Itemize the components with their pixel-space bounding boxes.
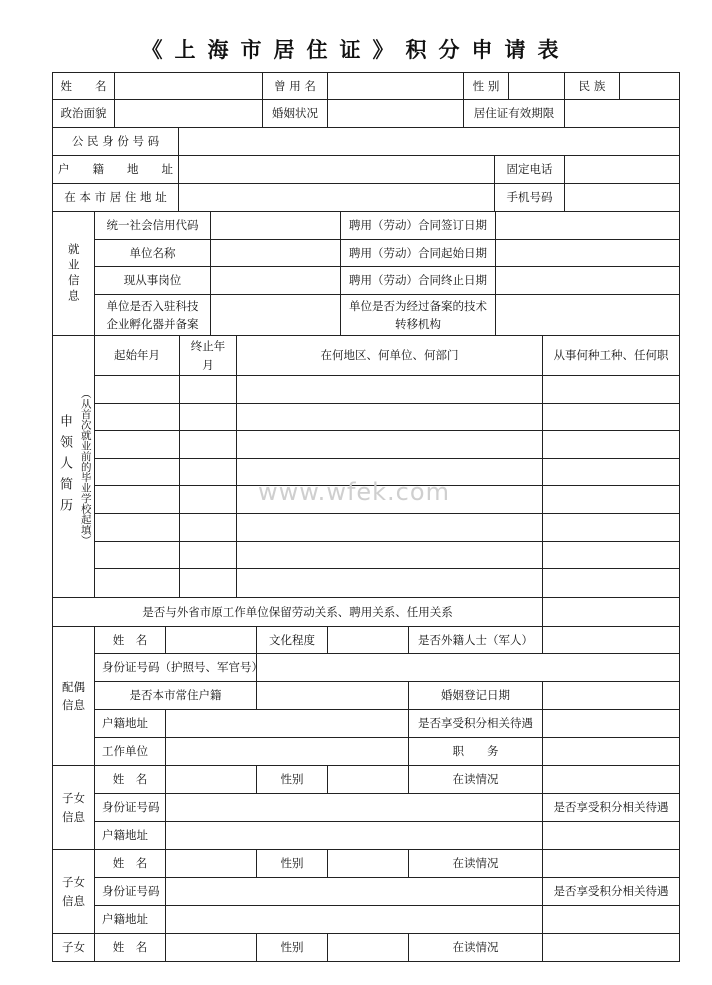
child-section-label: 子女 信息 — [52, 849, 95, 934]
spouse-education-field[interactable] — [327, 626, 409, 654]
mobile-field[interactable] — [564, 183, 680, 212]
citizen-id-label: 公 民 身 份 号 码 — [52, 127, 179, 156]
child-household-field[interactable] — [165, 821, 543, 850]
political-status-field[interactable] — [114, 99, 263, 128]
resume-end-header: 终止年 月 — [179, 335, 237, 376]
child-points-benefit-field[interactable] — [542, 821, 680, 850]
local-address-label: 在 本 市 居 住 地 址 — [52, 183, 179, 212]
resume-place-cell[interactable] — [236, 430, 543, 459]
spouse-name-field[interactable] — [165, 626, 257, 654]
resume-start-cell[interactable] — [94, 568, 180, 598]
spouse-local-hukou-label: 是否本市常住户籍 — [94, 681, 257, 710]
resume-end-cell[interactable] — [179, 541, 237, 569]
resume-end-cell[interactable] — [179, 403, 237, 431]
spouse-household-field[interactable] — [165, 709, 409, 738]
resume-job-cell[interactable] — [542, 375, 680, 404]
spouse-position-label: 职 务 — [408, 737, 543, 766]
resume-job-cell[interactable] — [542, 430, 680, 459]
retain-relation-question: 是否与外省市原工作单位保留劳动关系、聘用关系、任用关系 — [52, 597, 543, 627]
current-post-label: 现从事岗位 — [94, 266, 211, 295]
child-gender-field[interactable] — [327, 849, 409, 878]
permit-validity-field[interactable] — [564, 99, 680, 128]
resume-end-cell[interactable] — [179, 485, 237, 514]
household-address-label: 户 籍 地 址 — [52, 155, 179, 184]
resume-job-cell[interactable] — [542, 458, 680, 486]
landline-label: 固定电话 — [494, 155, 565, 184]
resume-job-cell[interactable] — [542, 485, 680, 514]
resume-start-cell[interactable] — [94, 458, 180, 486]
spouse-household-label: 户籍地址 — [94, 709, 166, 738]
child-gender-field[interactable] — [327, 765, 409, 794]
resume-place-cell[interactable] — [236, 513, 543, 542]
contract-start-date-field[interactable] — [495, 239, 680, 267]
ethnicity-field[interactable] — [619, 72, 680, 100]
child-gender-label: 性别 — [256, 765, 328, 794]
resume-start-cell[interactable] — [94, 403, 180, 431]
resume-start-cell[interactable] — [94, 513, 180, 542]
employer-name-field[interactable] — [210, 239, 341, 267]
child-schooling-label: 在读情况 — [408, 933, 543, 962]
child-name-label: 姓 名 — [94, 933, 166, 962]
spouse-points-benefit-label: 是否享受积分相关待遇 — [408, 709, 543, 738]
former-name-label: 曾 用 名 — [262, 72, 328, 100]
child-household-label: 户籍地址 — [94, 821, 166, 850]
tech-transfer-field[interactable] — [495, 294, 680, 336]
name-label: 姓 名 — [52, 72, 115, 100]
resume-place-cell[interactable] — [236, 541, 543, 569]
citizen-id-field[interactable] — [178, 127, 680, 156]
landline-field[interactable] — [564, 155, 680, 184]
spouse-marriage-date-label: 婚姻登记日期 — [408, 681, 543, 710]
spouse-foreign-label: 是否外籍人士（军人） — [408, 626, 543, 654]
resume-start-cell[interactable] — [94, 541, 180, 569]
child-name-field[interactable] — [165, 765, 257, 794]
resume-start-cell[interactable] — [94, 430, 180, 459]
current-post-field[interactable] — [210, 266, 341, 295]
spouse-foreign-field[interactable] — [542, 626, 680, 654]
child-schooling-label: 在读情况 — [408, 765, 543, 794]
spouse-id-label: 身份证号码（护照号、军官号） — [94, 653, 257, 682]
child-schooling-field[interactable] — [542, 765, 680, 794]
resume-place-cell[interactable] — [236, 403, 543, 431]
spouse-education-label: 文化程度 — [256, 626, 328, 654]
resume-end-cell[interactable] — [179, 375, 237, 404]
resume-note: （从首次就业前的毕业学校起填） — [79, 387, 92, 546]
child-section-label-partial: 子女 — [52, 933, 95, 962]
mobile-label: 手机号码 — [494, 183, 565, 212]
employment-section-label: 就业信息 — [52, 211, 95, 336]
child-name-label: 姓 名 — [94, 849, 166, 878]
resume-start-cell[interactable] — [94, 375, 180, 404]
resume-job-cell[interactable] — [542, 513, 680, 542]
credit-code-label: 统一社会信用代码 — [94, 211, 211, 240]
child-household-field[interactable] — [165, 905, 543, 934]
spouse-position-field[interactable] — [542, 737, 680, 766]
spouse-name-label: 姓 名 — [94, 626, 166, 654]
employer-name-label: 单位名称 — [94, 239, 211, 267]
gender-label: 性 别 — [463, 72, 509, 100]
local-address-field[interactable] — [178, 183, 495, 212]
retain-relation-field[interactable] — [542, 597, 680, 627]
resume-job-header: 从事何种工种、任何职 — [542, 335, 680, 376]
child-name-field[interactable] — [165, 933, 257, 962]
child-points-benefit-field[interactable] — [542, 905, 680, 934]
child-schooling-field[interactable] — [542, 849, 680, 878]
child-gender-field[interactable] — [327, 933, 409, 962]
ethnicity-label: 民 族 — [564, 72, 620, 100]
child-gender-label: 性别 — [256, 933, 328, 962]
contract-sign-date-label: 聘用（劳动）合同签订日期 — [340, 211, 496, 240]
political-status-label: 政治面貌 — [52, 99, 115, 128]
child-name-label: 姓 名 — [94, 765, 166, 794]
resume-end-cell[interactable] — [179, 568, 237, 598]
resume-end-cell[interactable] — [179, 430, 237, 459]
incubator-question-label: 单位是否入驻科技 企业孵化器并备案 — [94, 294, 211, 336]
resume-job-cell[interactable] — [542, 568, 680, 598]
spouse-local-hukou-field[interactable] — [256, 681, 409, 710]
resume-job-cell[interactable] — [542, 541, 680, 569]
resume-start-header: 起始年月 — [94, 335, 180, 376]
resume-place-cell[interactable] — [236, 375, 543, 404]
marital-status-field[interactable] — [327, 99, 464, 128]
incubator-field[interactable] — [210, 294, 341, 336]
contract-end-date-field[interactable] — [495, 266, 680, 295]
child-name-field[interactable] — [165, 849, 257, 878]
resume-end-cell[interactable] — [179, 458, 237, 486]
child-id-label: 身份证号码 — [94, 877, 166, 906]
permit-validity-label: 居住证有效期限 — [463, 99, 565, 128]
name-field[interactable] — [114, 72, 263, 100]
household-address-field[interactable] — [178, 155, 495, 184]
child-points-benefit-label: 是否享受积分相关待遇 — [542, 877, 680, 906]
resume-section-label — [52, 335, 95, 598]
resume-start-cell[interactable] — [94, 485, 180, 514]
credit-code-field[interactable] — [210, 211, 341, 240]
resume-job-cell[interactable] — [542, 403, 680, 431]
gender-field[interactable] — [508, 72, 565, 100]
contract-sign-date-field[interactable] — [495, 211, 680, 240]
child-household-label: 户籍地址 — [94, 905, 166, 934]
child-points-benefit-label: 是否享受积分相关待遇 — [542, 793, 680, 822]
spouse-workplace-label: 工作单位 — [94, 737, 166, 766]
form-title: 《上海市居住证》积分申请表 — [141, 37, 571, 62]
tech-transfer-question-label: 单位是否为经过备案的技术 转移机构 — [340, 294, 496, 336]
child-schooling-field[interactable] — [542, 933, 680, 962]
spouse-section-label: 配偶 信息 — [52, 626, 95, 766]
child-id-field[interactable] — [165, 793, 543, 822]
resume-place-header: 在何地区、何单位、何部门 — [236, 335, 543, 376]
resume-place-cell[interactable] — [236, 568, 543, 598]
child-schooling-label: 在读情况 — [408, 849, 543, 878]
spouse-id-field[interactable] — [256, 653, 680, 682]
marital-status-label: 婚姻状况 — [262, 99, 328, 128]
former-name-field[interactable] — [327, 72, 464, 100]
child-id-field[interactable] — [165, 877, 543, 906]
contract-start-date-label: 聘用（劳动）合同起始日期 — [340, 239, 496, 267]
watermark: www.wfek.com — [258, 478, 450, 506]
resume-end-cell[interactable] — [179, 513, 237, 542]
spouse-workplace-field[interactable] — [165, 737, 409, 766]
spouse-marriage-date-field[interactable] — [542, 681, 680, 710]
child-gender-label: 性别 — [256, 849, 328, 878]
child-id-label: 身份证号码 — [94, 793, 166, 822]
contract-end-date-label: 聘用（劳动）合同终止日期 — [340, 266, 496, 295]
child-section-label: 子女 信息 — [52, 765, 95, 850]
resume-title: 申领人简历 — [57, 414, 72, 519]
spouse-points-benefit-field[interactable] — [542, 709, 680, 738]
